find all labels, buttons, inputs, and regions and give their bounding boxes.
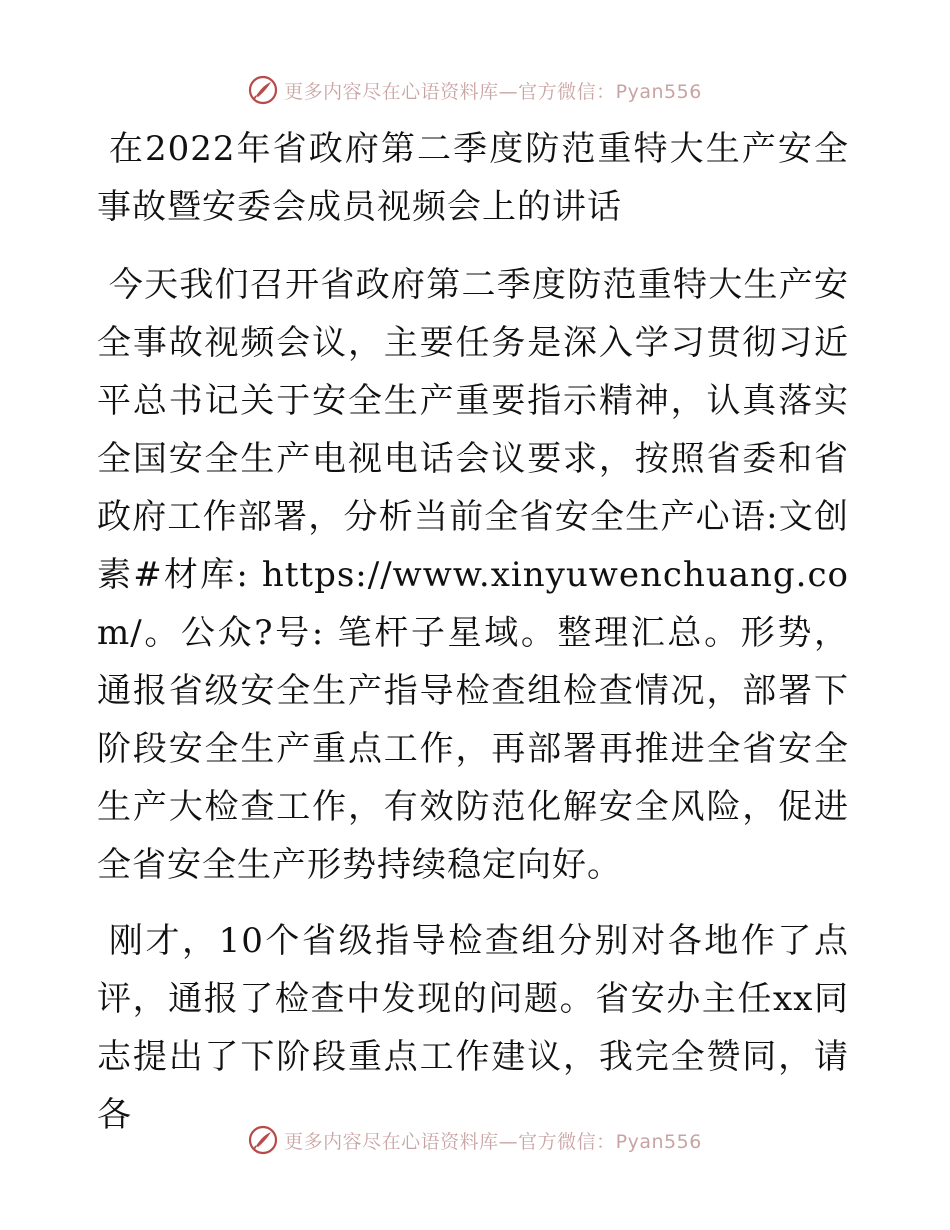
document-title: 在2022年省政府第二季度防范重特大生产安全事故暨安委会成员视频会上的讲话 — [97, 129, 849, 227]
header-watermark — [0, 72, 950, 108]
watermark-text: 更多内容尽在心语资料库—官方微信：Pyan556 — [284, 1130, 702, 1153]
document-body — [97, 120, 849, 1162]
paragraph-2: 刚才，10个省级指导检查组分别对各地作了点评，通报了检查中发现的问题。省安办主任xx同志提出了下阶段重点工作建议，我完全赞同，请各 — [97, 921, 849, 1135]
quill-logo-icon — [248, 75, 278, 105]
footer-watermark — [0, 1122, 950, 1158]
quill-logo-icon — [248, 1125, 278, 1155]
watermark-text: 更多内容尽在心语资料库—官方微信：Pyan556 — [284, 80, 702, 103]
paragraph-1: 今天我们召开省政府第二季度防范重特大生产安全事故视频会议，主要任务是深入学习贯彻习近平总书记关于安全生产重要指示精神，认真落实全国安全生产电视电话会议要求，按照省委和省政府工作部署，分析当前全省安全生产心语:文创素#材库: https://www.xinyuwenchuang.com/。公众?号: 笔杆子星域。整理汇总。形势，通报省级安全生产指导检查组检查情况，部署下阶段安全生产重点工作，再部署再推进全省安全生产大检查工作，有效防范化解安全风险，促进全省安全生产形势持续稳定向好。 — [97, 265, 849, 885]
